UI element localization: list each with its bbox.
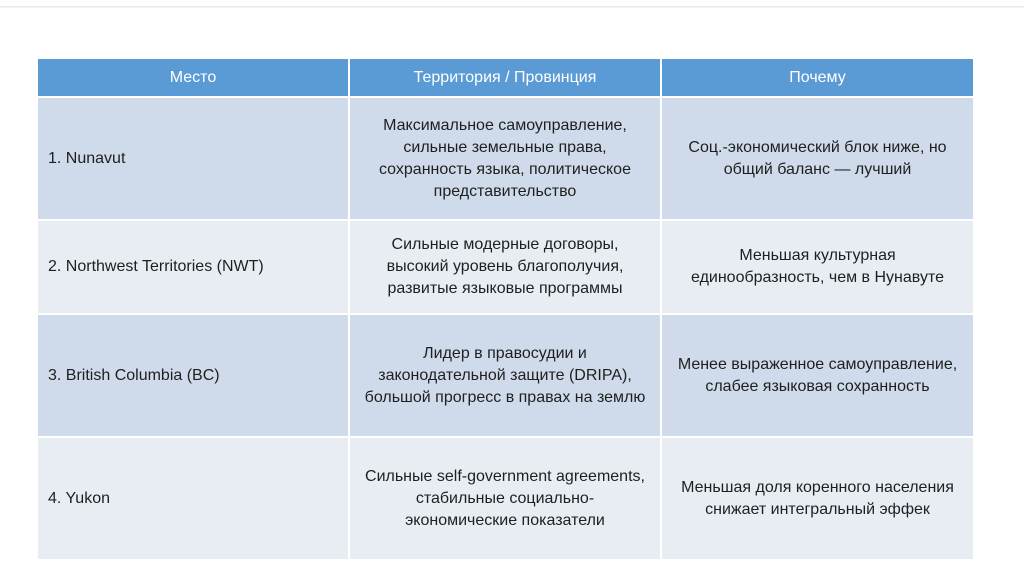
table-row [37, 220, 974, 314]
cell-why: Менее выраженное самоуправление, слабее языковая сохранность [661, 314, 974, 437]
cell-place: 4. Yukon [37, 437, 349, 560]
cell-territory: Сильные модерные договоры, высокий уровень благополучия, развитые языковые программы [349, 220, 661, 314]
cell-territory: Лидер в правосудии и законодательной защите (DRIPA), большой прогресс в правах на землю [349, 314, 661, 437]
cell-territory: Сильные self-government agreements, стабильные социально-экономические показатели [349, 437, 661, 560]
table-row [37, 314, 974, 437]
cell-place: 1. Nunavut [37, 97, 349, 220]
cell-place: 3. British Columbia (BC) [37, 314, 349, 437]
cell-why: Соц.-экономический блок ниже, но общий баланс — лучший [661, 97, 974, 220]
cell-why: Меньшая доля коренного населения снижает интегральный эффек [661, 437, 974, 560]
header-territory: Территория / Провинция [349, 58, 661, 97]
header-why: Почему [661, 58, 974, 97]
table-row [37, 437, 974, 560]
cell-place: 2. Northwest Territories (NWT) [37, 220, 349, 314]
header-place: Место [37, 58, 349, 97]
table-row [37, 97, 974, 220]
table-header-row [37, 58, 974, 97]
cell-why: Меньшая культурная единообразность, чем в Нунавуте [661, 220, 974, 314]
top-divider [0, 6, 1024, 8]
cell-territory: Максимальное самоуправление, сильные земельные права, сохранность языка, политическое представительство [349, 97, 661, 220]
ranking-table [36, 57, 975, 561]
